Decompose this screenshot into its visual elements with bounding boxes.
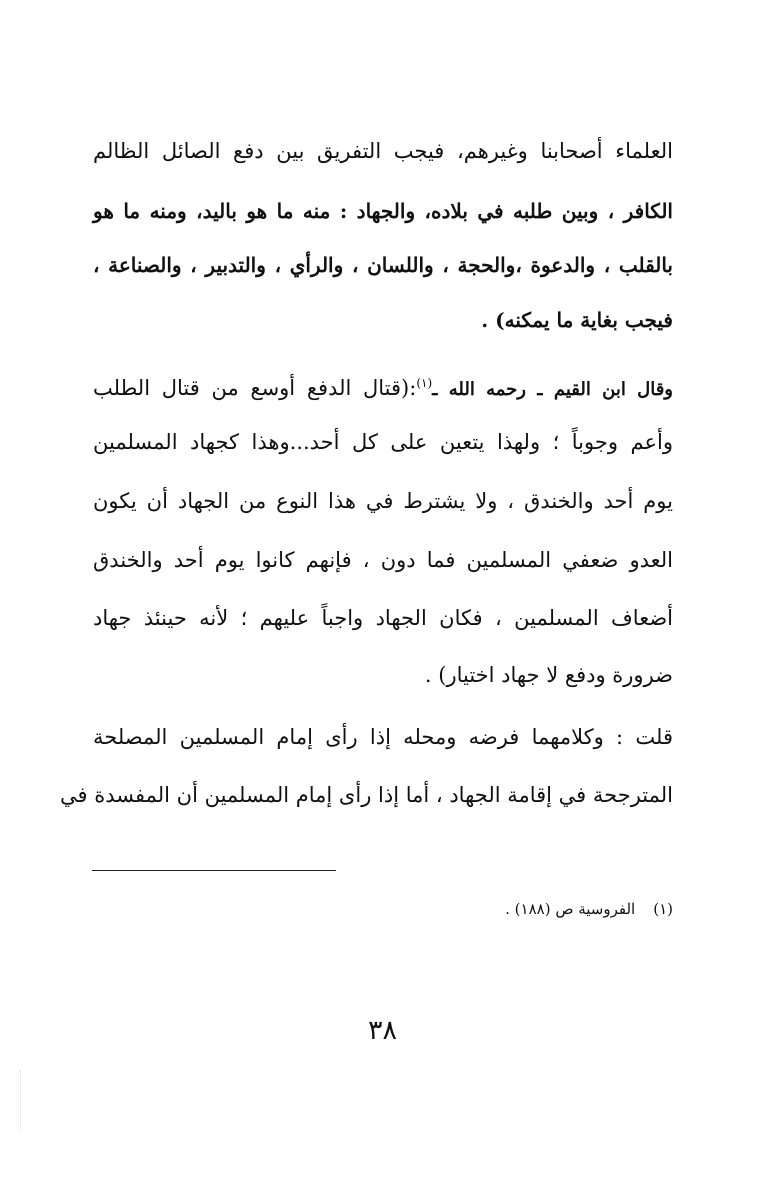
margin-dots	[20, 1070, 23, 1130]
speaker-attribution: وقال ابن القيم ـ رحمه الله ـ	[432, 379, 673, 400]
footnote-separator	[92, 870, 336, 871]
footnote-number: (١)	[653, 900, 673, 918]
text-line: قلت : وكلامهما فرضه ومحله إذا رأى إمام المسلمين المصلحة	[93, 725, 673, 749]
text-line-with-footnote-ref	[93, 368, 673, 405]
quote-start: :(قتال الدفع أوسع من قتال الطلب	[93, 376, 417, 400]
text-line: أضعاف المسلمين ، فكان الجهاد واجباً عليهم ؛ لأنه حينئذ جهاد	[93, 606, 673, 630]
text-line: العلماء أصحابنا وغيرهم، فيجب التفريق بين دفع الصائل الظالم	[93, 139, 673, 163]
page-number: ٣٨	[367, 1015, 397, 1046]
text-line: ضرورة ودفع لا جهاد اختيار) .	[424, 663, 673, 687]
text-line: الكافر ، وبين طلبه في بلاده، والجهاد : منه ما هو باليد، ومنه ما هو	[93, 199, 673, 223]
footnote-marker: (١)	[416, 376, 433, 390]
text-line: يوم أحد والخندق ، ولا يشترط في هذا النوع من الجهاد أن يكون	[93, 489, 673, 513]
text-line: العدو ضعفي المسلمين فما دون ، فإنهم كانوا يوم أحد والخندق	[93, 548, 673, 572]
footnote-text: الفروسية ص (١٨٨) .	[505, 900, 636, 918]
text-line: وأعم وجوباً ؛ ولهذا يتعين على كل أحد...وهذا كجهاد المسلمين	[93, 430, 673, 454]
text-line: بالقلب ، والدعوة ،والحجة ، واللسان ، والرأي ، والتدبير ، والصناعة ،	[93, 253, 673, 277]
footnote	[505, 898, 673, 920]
text-line: المترجحة في إقامة الجهاد ، أما إذا رأى إمام المسلمين أن المفسدة في	[60, 783, 673, 807]
text-line: فيجب بغاية ما يمكنه) .	[481, 308, 673, 332]
